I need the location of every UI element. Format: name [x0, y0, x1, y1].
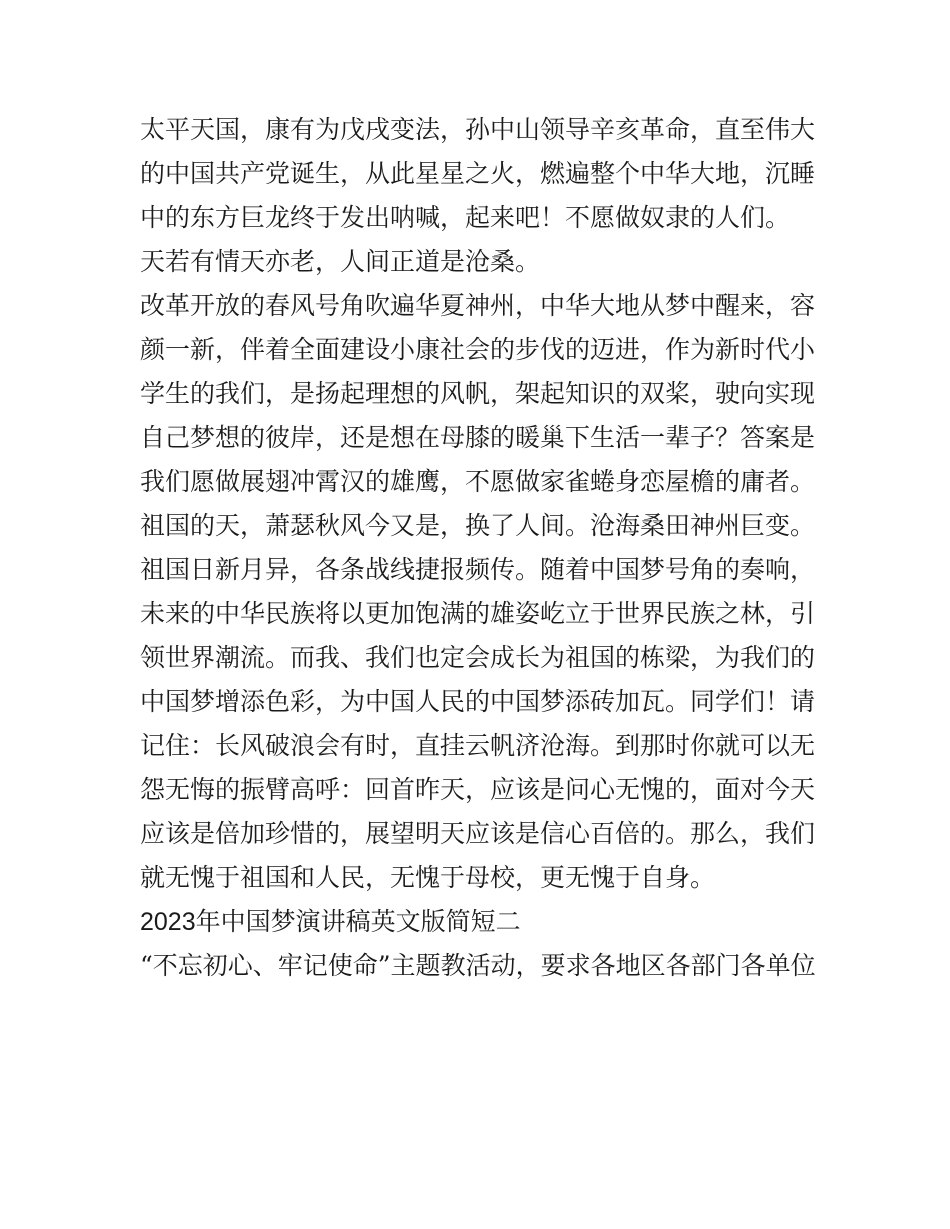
- text-line: 祖国的天，萧瑟秋风今又是，换了人间。沧海桑田神州巨变。: [140, 511, 816, 540]
- text-line: 自己梦想的彼岸，还是想在母膝的暖巢下生活一辈子？答案是: [140, 423, 816, 452]
- section-heading: 2023年中国梦演讲稿英文版简短二: [140, 908, 521, 936]
- text-line: 太平天国，康有为戊戌变法，孙中山领导辛亥革命，直至伟大: [140, 115, 816, 144]
- text-line: 中国梦增添色彩，为中国人民的中国梦添砖加瓦。同学们！请: [140, 687, 816, 716]
- text-line: 我们愿做展翅冲霄汉的雄鹰，不愿做家雀蜷身恋屋檐的庸者。: [140, 467, 816, 496]
- body-text: [140, 108, 820, 988]
- text-line: 颜一新，伴着全面建设小康社会的步伐的迈进，作为新时代小: [140, 335, 816, 364]
- text-line: 中的东方巨龙终于发出呐喊，起来吧！不愿做奴隶的人们。: [140, 203, 791, 232]
- text-line: 未来的中华民族将以更加饱满的雄姿屹立于世界民族之林，引: [140, 599, 816, 628]
- text-line: 记住：长风破浪会有时，直挂云帆济沧海。到那时你就可以无: [140, 731, 816, 760]
- text-line: 祖国日新月异，各条战线捷报频传。随着中国梦号角的奏响，: [140, 555, 816, 584]
- text-line: 改革开放的春风号角吹遍华夏神州，中华大地从梦中醒来，容: [140, 291, 816, 320]
- text-line: 的中国共产党诞生，从此星星之火，燃遍整个中华大地，沉睡: [140, 159, 816, 188]
- text-line: 就无愧于祖国和人民，无愧于母校，更无愧于自身。: [140, 863, 716, 892]
- text-line: 学生的我们，是扬起理想的风帆，架起知识的双桨，驶向实现: [140, 379, 816, 408]
- text-line: 天若有情天亦老，人间正道是沧桑。: [140, 247, 541, 276]
- text-line: 应该是倍加珍惜的，展望明天应该是信心百倍的。那么，我们: [140, 819, 816, 848]
- text-line: 领世界潮流。而我、我们也定会成长为祖国的栋梁，为我们的: [140, 643, 816, 672]
- text-line: “不忘初心、牢记使命”主题教活动，要求各地区各部门各单位: [140, 951, 816, 980]
- text-line: 怨无悔的振臂高呼：回首昨天，应该是问心无愧的，面对今天: [140, 775, 816, 804]
